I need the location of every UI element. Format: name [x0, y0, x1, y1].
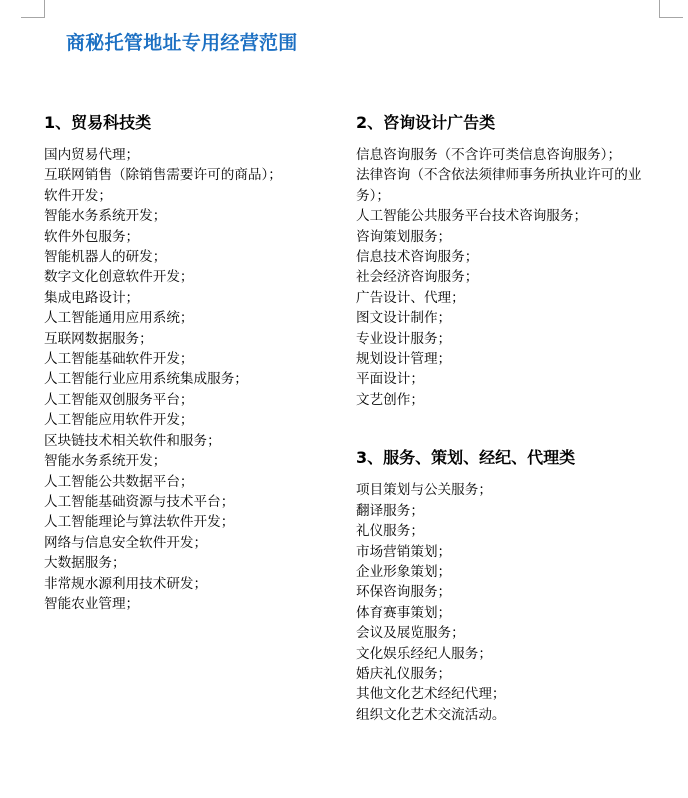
list-item: 人工智能基础资源与技术平台； [44, 493, 235, 510]
list-item: 人工智能公共数据平台； [44, 473, 194, 490]
list-item: 组织文化艺术交流活动。 [356, 706, 506, 723]
list-item: 大数据服务； [44, 555, 126, 572]
list-item: 文艺创作； [356, 391, 424, 408]
list-item: 国内贸易代理； [44, 147, 140, 163]
list-item: 数字文化创意软件开发； [44, 269, 194, 286]
list-item: 咨询策划服务； [356, 228, 452, 245]
column-left [44, 113, 354, 614]
list-item: 市场营销策划； [356, 543, 452, 560]
list-item: 项目策划与公关服务； [356, 482, 492, 499]
section-list-services-agency [356, 480, 676, 725]
column-right [356, 113, 676, 725]
list-item: 软件开发； [44, 187, 112, 204]
list-item: 区块链技术相关软件和服务； [44, 432, 221, 449]
list-item: 图文设计制作； [356, 310, 452, 327]
list-item: 智能水务系统开发； [44, 208, 167, 225]
section-list-consulting-design [356, 145, 676, 410]
list-item: 互联网销售（除销售需要许可的商品）； [44, 167, 282, 184]
list-item: 礼仪服务； [356, 523, 424, 540]
list-item: 其他文化艺术经纪代理； [356, 686, 506, 703]
list-item: 互联网数据服务； [44, 330, 153, 347]
list-item: 智能机器人的研发； [44, 249, 167, 266]
document-title: 商秘托管地址专用经营范围 [66, 32, 298, 54]
list-item: 规划设计管理； [356, 351, 452, 368]
list-item: 人工智能理论与算法软件开发； [44, 514, 235, 531]
list-item: 会议及展览服务； [356, 625, 465, 642]
list-item: 人工智能通用应用系统； [44, 310, 194, 327]
list-item: 体育赛事策划； [356, 604, 452, 621]
list-item: 智能水务系统开发； [44, 453, 167, 470]
page-corner-mark-top-left [21, 0, 45, 18]
section-heading-trade-tech: 1、贸易科技类 [44, 113, 152, 132]
list-item: 人工智能双创服务平台； [44, 391, 194, 408]
list-item: 软件外包服务； [44, 228, 140, 245]
list-item: 人工智能行业应用系统集成服务； [44, 371, 248, 388]
list-item: 信息咨询服务（不含许可类信息咨询服务）； [356, 147, 622, 163]
list-item: 法律咨询（不含依法须律师事务所执业许可的业务）； [356, 167, 642, 204]
list-item: 非常规水源利用技术研发； [44, 575, 208, 592]
section-heading-services-agency: 3、服务、策划、经纪、代理类 [356, 448, 576, 468]
section-list-trade-tech [44, 145, 354, 614]
list-item: 平面设计； [356, 371, 424, 388]
section-heading-consulting-design: 2、咨询设计广告类 [356, 113, 496, 132]
list-item: 人工智能应用软件开发； [44, 412, 194, 429]
list-item: 翻译服务； [356, 502, 424, 519]
page-corner-mark-top-right [659, 0, 683, 18]
list-item: 婚庆礼仪服务； [356, 665, 452, 682]
list-item: 专业设计服务； [356, 330, 452, 347]
list-item: 集成电路设计； [44, 289, 140, 306]
list-item: 企业形象策划； [356, 563, 452, 580]
list-item: 社会经济咨询服务； [356, 269, 479, 286]
list-item: 人工智能公共服务平台技术咨询服务； [356, 208, 588, 225]
list-item: 网络与信息安全软件开发； [44, 534, 208, 551]
list-item: 人工智能基础软件开发； [44, 351, 194, 368]
list-item: 广告设计、代理； [356, 289, 465, 306]
list-item: 信息技术咨询服务； [356, 249, 479, 266]
list-item: 文化娱乐经纪人服务； [356, 645, 492, 662]
list-item: 智能农业管理； [44, 595, 140, 612]
list-item: 环保咨询服务； [356, 584, 452, 601]
